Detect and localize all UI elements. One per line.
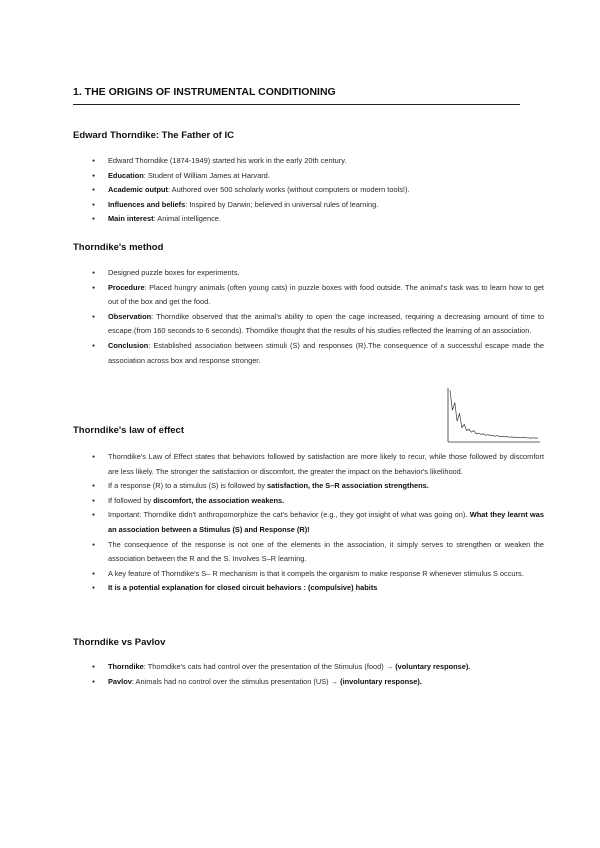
list-item: ● Pavlov: Animals had no control over the stimulus presentation (US) → (involuntary response). (92, 675, 544, 690)
list-item: ● Education: Student of William James at Harvard. (92, 169, 544, 184)
list-item: ● Influences and beliefs: Inspired by Darwin; believed in universal rules of learning. (92, 198, 544, 213)
list-item: ● Designed puzzle boxes for experiments. (92, 266, 544, 281)
law-list (92, 450, 544, 596)
list-item: ● Main interest: Animal intelligence. (92, 212, 544, 227)
list-item: ● Thorndike: Thorndike's cats had control over the presentation of the Stimulus (food) → (voluntary response). (92, 660, 544, 675)
list-item: ● Academic output: Authored over 500 scholarly works (without computers or modern tools!). (92, 183, 544, 198)
heading-vs-pavlov: Thorndike vs Pavlov (73, 637, 166, 648)
list-item: ● Conclusion: Established association between stimuli (S) and responses (R).The consequence of a successful escape made the association across box and response stronger. (92, 339, 544, 368)
section-title: 1. THE ORIGINS OF INSTRUMENTAL CONDITIONING (73, 86, 336, 98)
heading-law-of-effect: Thorndike's law of effect (73, 425, 184, 436)
list-item: ● The consequence of the response is not one of the elements in the association, it simply serves to strengthen or weaken the association between the R and the S. Involves S–R learning. (92, 538, 544, 567)
list-item: ● If followed by discomfort, the association weakens. (92, 494, 544, 509)
title-underline (73, 104, 520, 105)
method-list (92, 266, 544, 368)
pavlov-list (92, 660, 544, 689)
list-item: ● It is a potential explanation for closed circuit behaviors : (compulsive) habits (92, 581, 544, 596)
learning-curve-image (442, 386, 542, 444)
father-list (92, 154, 544, 227)
list-item: ● Thorndike's Law of Effect states that behaviors followed by satisfaction are more likely to recur, while those followed by discomfort are less likely. The stronger the satisfaction or discomfort, the greater the impact on the behavior's likelihood. (92, 450, 544, 479)
curve-line (450, 390, 538, 438)
list-item: ● Edward Thorndike (1874-1949) started his work in the early 20th century. (92, 154, 544, 169)
heading-method: Thorndike's method (73, 242, 164, 253)
list-item: ● A key feature of Thorndike's S– R mechanism is that it compels the organism to make response R whenever stimulus S occurs. (92, 567, 544, 582)
list-item: ● Observation: Thorndike observed that the animal's ability to open the cage increased, requiring a decreasing amount of time to escape.(from 160 seconds to 6 seconds). Thorndike thought that the results of his studies reflected the learning of an association. (92, 310, 544, 339)
list-item: ● If a response (R) to a stimulus (S) is followed by satisfaction, the S–R association strengthens. (92, 479, 544, 494)
list-item: ● Important: Thorndike didn't anthropomorphize the cat's behavior (e.g., they got insight of what was going on). What they learnt was an association between a Stimulus (S) and Response (R)! (92, 508, 544, 537)
heading-father: Edward Thorndike: The Father of IC (73, 130, 234, 141)
list-item: ● Procedure: Placed hungry animals (often young cats) in puzzle boxes with food outside. The animal's task was to learn how to get out of the box and get the food. (92, 281, 544, 310)
